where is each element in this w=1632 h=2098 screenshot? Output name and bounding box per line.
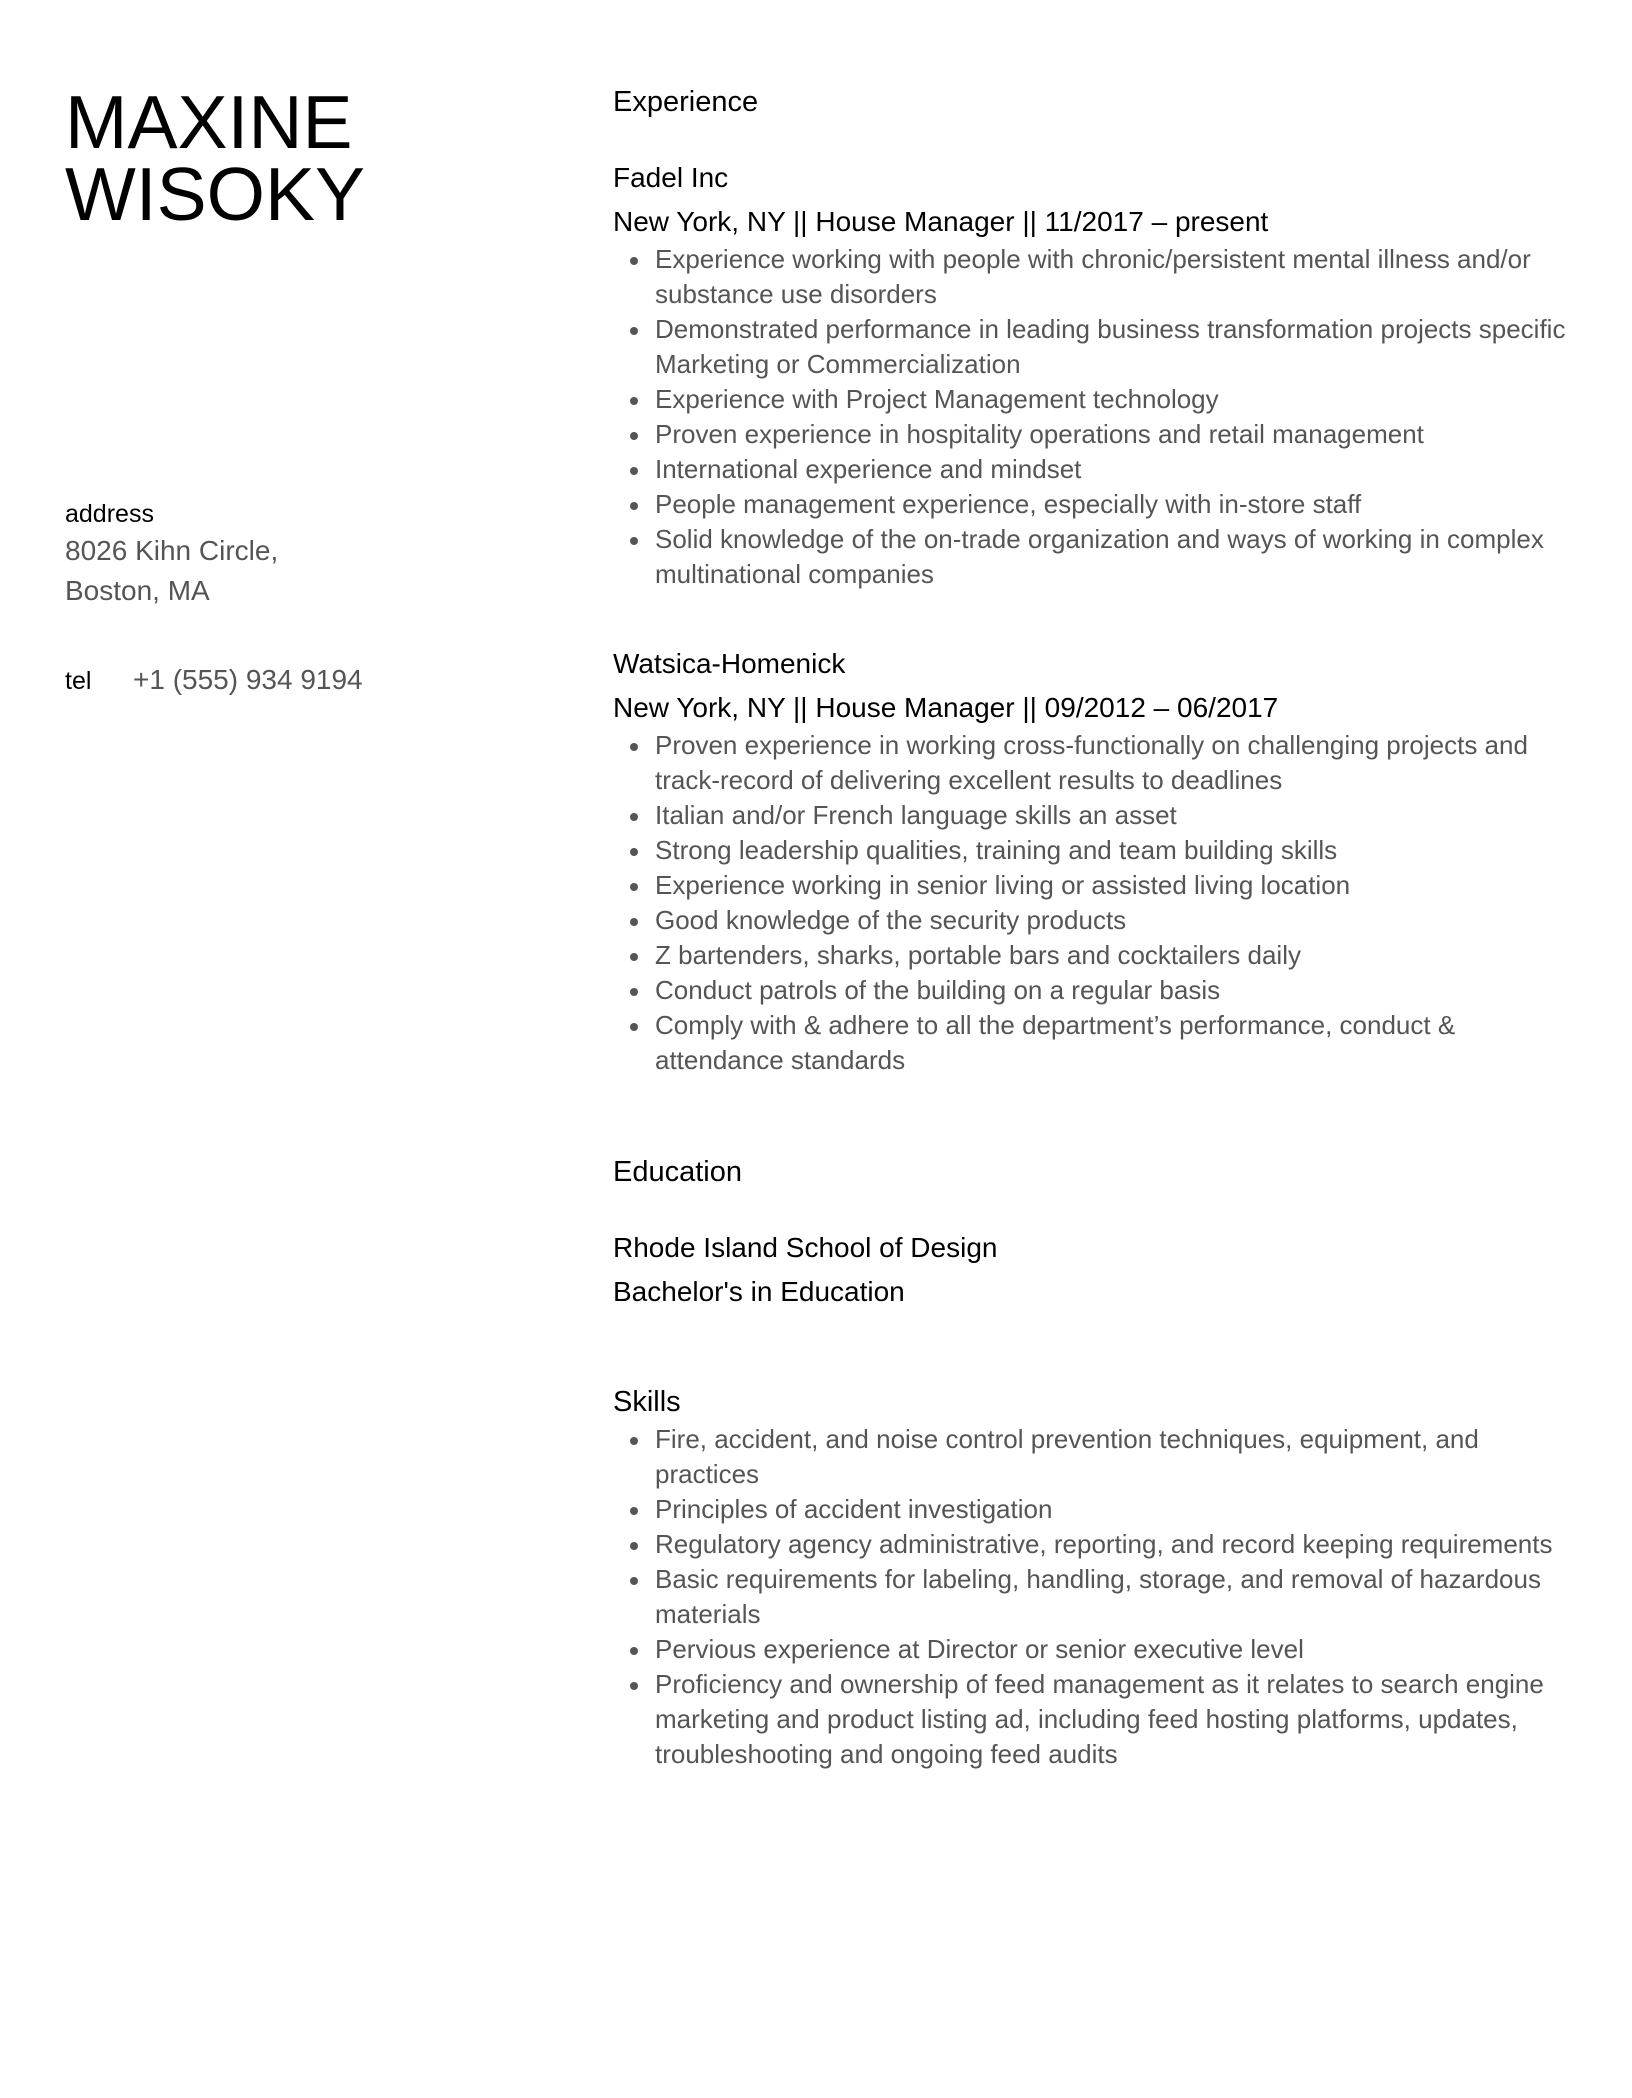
list-item: Experience with Project Management technology (613, 382, 1573, 417)
list-item: Regulatory agency administrative, reporting, and record keeping requirements (613, 1527, 1573, 1562)
list-item: Basic requirements for labeling, handling, storage, and removal of hazardous materials (613, 1562, 1573, 1632)
address-block (65, 497, 545, 611)
job-meta: New York, NY || House Manager || 09/2012 – 06/2017 (613, 692, 1279, 723)
list-item: Conduct patrols of the building on a regular basis (613, 973, 1573, 1008)
experience-title: Experience (613, 86, 759, 118)
job-company: Fadel Inc (613, 162, 729, 193)
list-item: Italian and/or French language skills an asset (613, 798, 1573, 833)
list-item: Solid knowledge of the on-trade organization and ways of working in complex multinational companies (613, 522, 1573, 592)
name-block (65, 80, 545, 236)
job-bullets (613, 728, 1573, 1078)
list-item: Experience working in senior living or assisted living location (613, 868, 1573, 903)
list-item: Good knowledge of the security products (613, 903, 1573, 938)
tel-label: tel (65, 667, 92, 695)
list-item: Fire, accident, and noise control prevention techniques, equipment, and practices (613, 1422, 1573, 1492)
education-title: Education (613, 1156, 742, 1188)
list-item: International experience and mindset (613, 452, 1573, 487)
education-school: Rhode Island School of Design (613, 1232, 998, 1263)
skills-list (613, 1422, 1573, 1772)
list-item: Proficiency and ownership of feed management as it relates to search engine marketing and product listing ad, including feed hosting platforms, updates, troubleshooting and ongoing feed audits (613, 1667, 1573, 1772)
list-item: Pervious experience at Director or senior executive level (613, 1632, 1573, 1667)
list-item: Experience working with people with chronic/persistent mental illness and/or substance use disorders (613, 242, 1573, 312)
address-line-1: 8026 Kihn Circle, (65, 535, 279, 566)
list-item: Comply with & adhere to all the department’s performance, conduct & attendance standards (613, 1008, 1573, 1078)
last-name: WISOKY (65, 152, 366, 236)
list-item: Strong leadership qualities, training and team building skills (613, 833, 1573, 868)
list-item: Proven experience in working cross-functionally on challenging projects and track-record of delivering excellent results to deadlines (613, 728, 1573, 798)
list-item: Demonstrated performance in leading business transformation projects specific Marketing or Commercialization (613, 312, 1573, 382)
job-entry (613, 158, 1573, 592)
tel-block (65, 664, 545, 696)
job-entry (613, 644, 1573, 1078)
tel-value: +1 (555) 934 9194 (133, 664, 363, 695)
skills-title: Skills (613, 1386, 681, 1418)
education-degree: Bachelor's in Education (613, 1276, 905, 1307)
experience-section (613, 82, 1573, 1078)
address-label: address (65, 500, 154, 528)
list-item: People management experience, especially with in-store staff (613, 487, 1573, 522)
address-line-2: Boston, MA (65, 575, 210, 606)
main-content (613, 82, 1573, 1772)
skills-section (613, 1382, 1573, 1772)
education-section (613, 1152, 1573, 1312)
job-bullets (613, 242, 1573, 592)
list-item: Z bartenders, sharks, portable bars and cocktailers daily (613, 938, 1573, 973)
job-meta: New York, NY || House Manager || 11/2017 – present (613, 206, 1269, 237)
job-company: Watsica-Homenick (613, 648, 846, 679)
list-item: Principles of accident investigation (613, 1492, 1573, 1527)
education-entry (613, 1228, 1573, 1312)
first-name: MAXINE (65, 80, 353, 164)
list-item: Proven experience in hospitality operations and retail management (613, 417, 1573, 452)
